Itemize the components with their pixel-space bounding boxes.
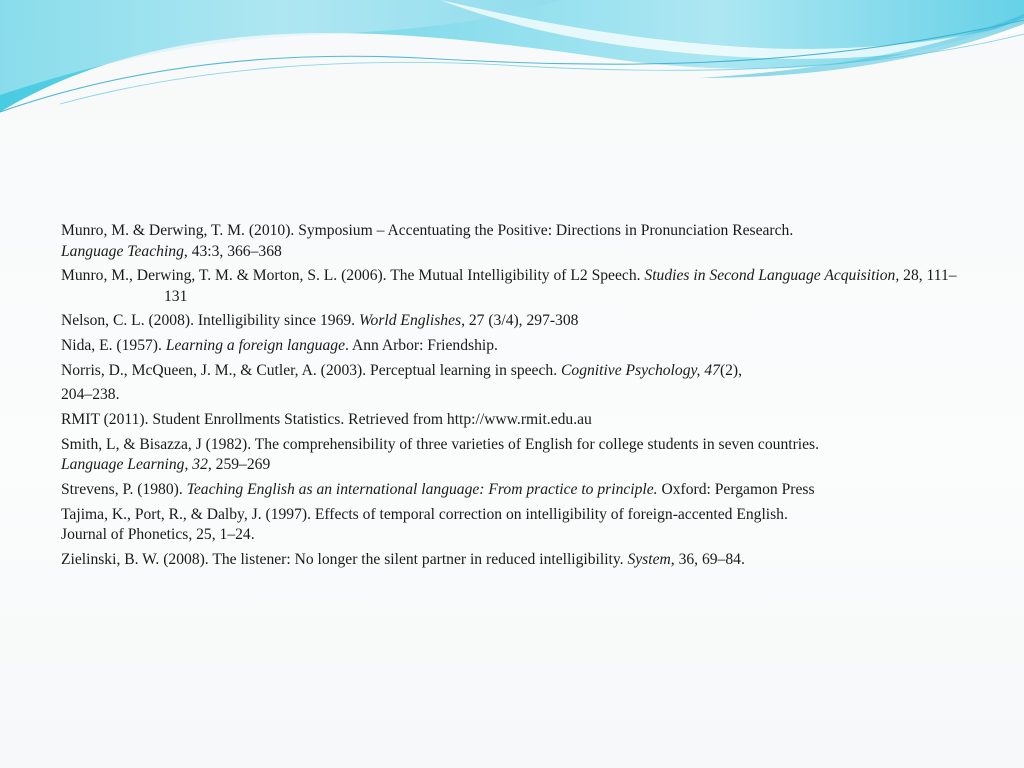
reference-entry <box>61 480 961 501</box>
reference-text: 204–238. <box>61 386 120 404</box>
reference-continuation <box>61 455 961 476</box>
reference-italic-text: 32 <box>192 456 208 474</box>
reference-italic-text: System, <box>627 550 675 568</box>
reference-text: Oxford: Pergamon Press <box>657 480 815 498</box>
reference-entry <box>61 221 961 262</box>
decorative-wave-banner <box>0 0 1024 130</box>
reference-text: , <box>184 456 193 474</box>
reference-entry <box>61 505 961 546</box>
reference-text: Munro, M., Derwing, T. M. & Morton, S. L. (2006). The Mutual Intelligibility of L2 Speech. <box>61 267 645 285</box>
wave-band-light <box>0 0 560 95</box>
reference-italic-text: Studies in Second Language Acquisition, <box>644 267 900 285</box>
reference-text: , 27 (3/4), 297-308 <box>461 312 579 330</box>
reference-text: Tajima, K., Port, R., & Dalby, J. (1997). Effects of temporal correction on intelligibility of foreign-accented English. <box>61 505 788 523</box>
reference-entry <box>61 361 961 406</box>
reference-italic-text: Language Learning <box>61 456 185 474</box>
reference-italic-text: Language Teaching <box>61 242 184 260</box>
reference-text: Nelson, C. L. (2008). Intelligibility since 1969. <box>61 312 359 330</box>
reference-continuation <box>61 242 961 263</box>
reference-entry <box>61 550 961 571</box>
reference-text: Strevens, P. (1980). <box>61 480 187 498</box>
reference-text: Munro, M. & Derwing, T. M. (2010). Symposium – Accentuating the Positive: Directions in Pronunciation Research. <box>61 222 794 239</box>
reference-entry <box>61 311 961 332</box>
reference-continuation <box>61 385 961 406</box>
reference-entry <box>61 435 961 476</box>
reference-italic-text: Cognitive Psychology, 47 <box>561 361 720 379</box>
reference-entry <box>61 336 961 357</box>
reference-italic-text: Learning a foreign language <box>165 337 345 355</box>
reference-list <box>61 221 961 574</box>
reference-italic-text: World Englishes <box>358 312 462 330</box>
reference-entry <box>61 266 961 307</box>
reference-text: RMIT (2011). Student Enrollments Statistics. Retrieved from http://www.rmit.edu.au <box>61 410 592 428</box>
reference-continuation <box>61 525 961 546</box>
reference-text: 28, 111–131 <box>164 267 957 305</box>
reference-text: (2), <box>719 361 743 379</box>
reference-text: Smith, L, & Bisazza, J (1982). The comprehensibility of three varieties of English for college students in seven countries. <box>61 435 819 453</box>
reference-text: , 43:3, 366–368 <box>183 242 282 260</box>
reference-text: . Ann Arbor: Friendship. <box>345 337 498 355</box>
reference-italic-text: Teaching English as an international language: From practice to principle. <box>186 480 658 498</box>
reference-entry <box>61 410 961 431</box>
reference-text: 36, 69–84. <box>674 550 745 568</box>
reference-text: Norris, D., McQueen, J. M., & Cutler, A. (2003). Perceptual learning in speech. <box>61 361 561 379</box>
reference-text: Zielinski, B. W. (2008). The listener: No longer the silent partner in reduced intelligibility. <box>61 550 628 568</box>
reference-text: , 259–269 <box>207 456 271 474</box>
reference-text: Journal of Phonetics, 25, 1–24. <box>61 526 255 543</box>
reference-text: Nida, E. (1957). <box>61 337 166 355</box>
